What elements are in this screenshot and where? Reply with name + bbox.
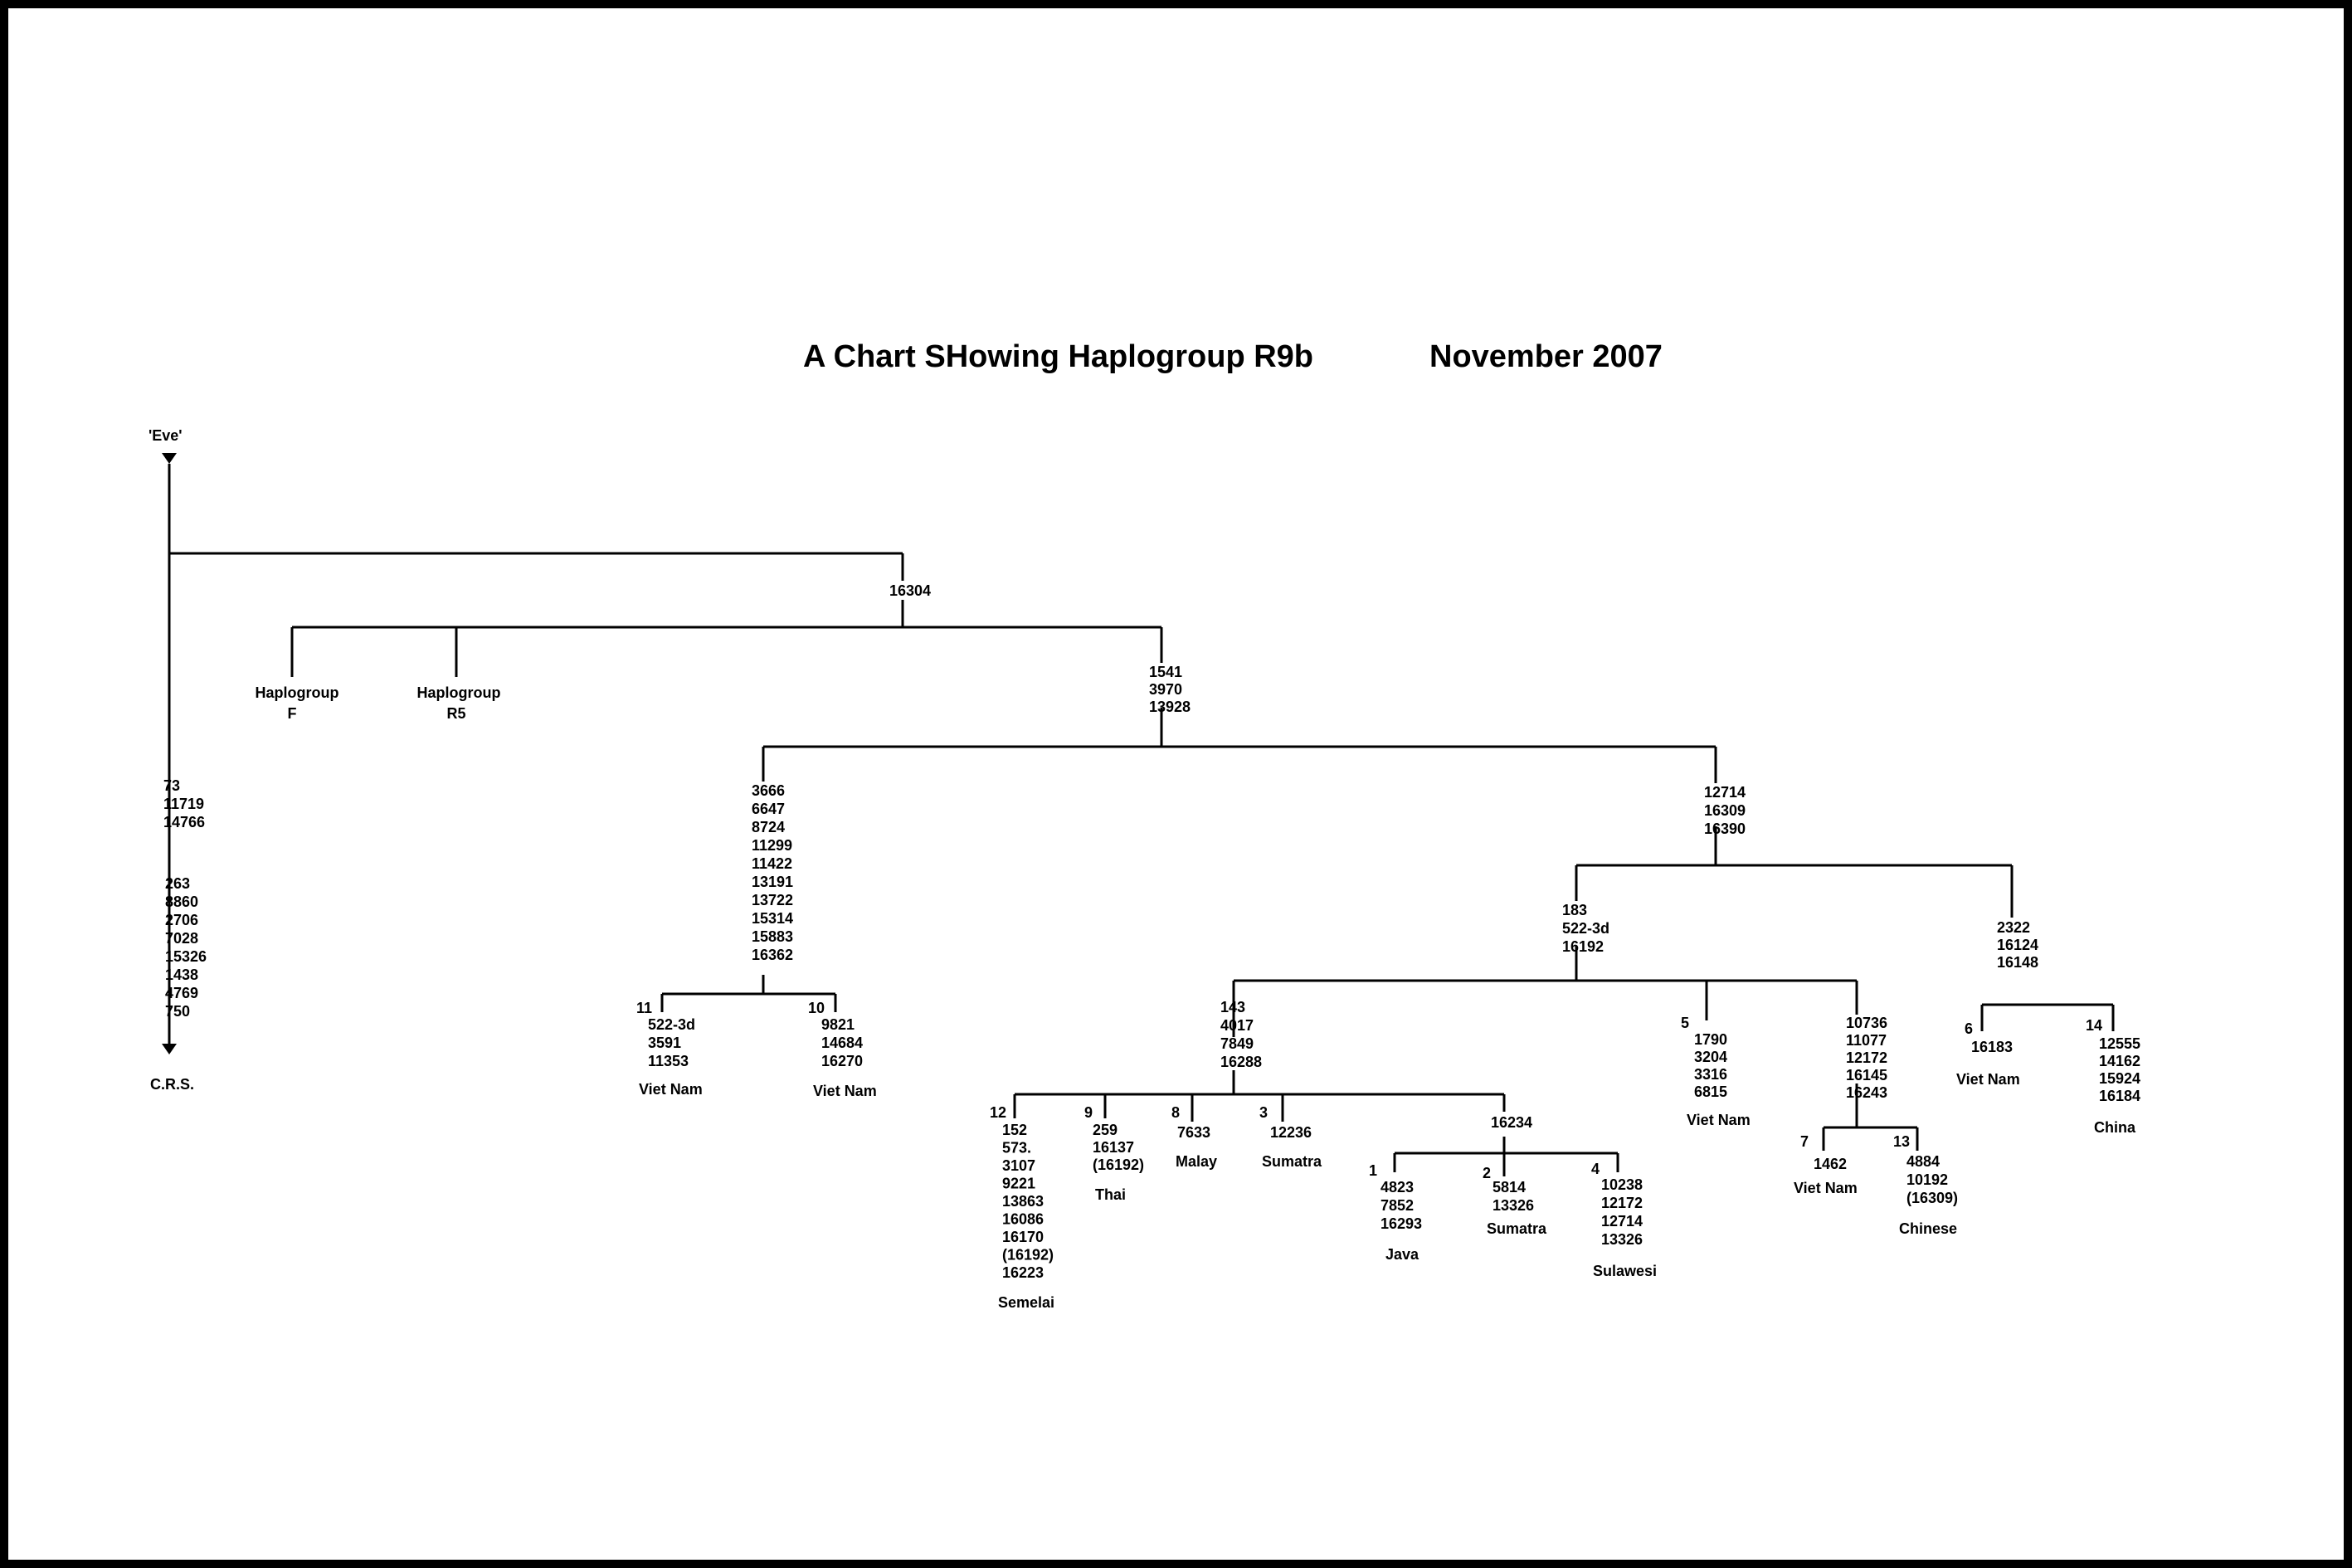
node-12714-label: 16309 — [1704, 802, 1746, 819]
mutation-label: 16270 — [821, 1053, 864, 1069]
mutation-label: 7633 — [1177, 1124, 1211, 1141]
root-mutation-label: 14766 — [163, 814, 206, 830]
node-2322-label: 16148 — [1997, 954, 2039, 971]
node-143-label: 4017 — [1220, 1017, 1254, 1034]
crs-label: C.R.S. — [150, 1076, 195, 1093]
mutation-label: (16192) — [1002, 1246, 1054, 1264]
location-label: Malay — [1176, 1153, 1218, 1170]
node-3666-label: 6647 — [752, 801, 786, 817]
sample-number: 6 — [1965, 1020, 1974, 1037]
mutation-label: 10192 — [1906, 1171, 1949, 1188]
chart-title: A Chart SHowing Haplogroup R9b — [803, 339, 1314, 374]
root-mutation-label: 750 — [165, 1003, 191, 1020]
mutation-label: 3591 — [648, 1035, 682, 1051]
tree-connectors — [169, 464, 2113, 1176]
mutation-label: 1790 — [1694, 1031, 1728, 1048]
sample-number: 10 — [808, 1000, 825, 1016]
node-16304-label: 16304 — [889, 582, 932, 599]
node-12714-label: 12714 — [1704, 784, 1746, 801]
node-3666-label: 15314 — [752, 910, 794, 927]
sample-number: 1 — [1369, 1162, 1378, 1179]
location-label: Java — [1385, 1246, 1419, 1263]
sample-number: 2 — [1483, 1165, 1492, 1181]
node-16234-label: 16234 — [1491, 1114, 1533, 1131]
node-3666-label: 8724 — [752, 819, 786, 835]
location-label: Viet Nam — [813, 1083, 877, 1099]
mutation-label: 16137 — [1093, 1139, 1135, 1156]
mutation-label: 9221 — [1002, 1175, 1036, 1192]
node-143-label: 143 — [1220, 999, 1246, 1015]
haplogroup-r5-label: Haplogroup — [416, 684, 501, 701]
sample-number: 12 — [990, 1104, 1007, 1121]
sample-number: 8 — [1171, 1104, 1181, 1121]
haplogroup-f-label: F — [287, 705, 297, 722]
root-mutation-label: 263 — [165, 875, 191, 892]
location-label: Sumatra — [1487, 1220, 1547, 1237]
node-3666-label: 13722 — [752, 892, 794, 908]
sample-number: 13 — [1893, 1133, 1911, 1150]
node-1541-label: 3970 — [1149, 681, 1183, 698]
node-3666-label: 15883 — [752, 928, 794, 945]
node-12714-label: 16390 — [1704, 821, 1746, 837]
node-10736-label: 10736 — [1846, 1015, 1888, 1031]
node-1541-label: 1541 — [1149, 664, 1183, 680]
mutation-label: 6815 — [1694, 1083, 1728, 1100]
node-183-label: 183 — [1562, 902, 1588, 918]
root-mutation-label: 4769 — [165, 985, 199, 1001]
node-1541-label: 13928 — [1149, 699, 1191, 715]
node-143-label: 7849 — [1220, 1035, 1254, 1052]
mutation-label: 522-3d — [648, 1016, 696, 1033]
location-label: Viet Nam — [1956, 1071, 2020, 1088]
mutation-label: 16183 — [1971, 1039, 2014, 1055]
mutation-label: 12714 — [1601, 1213, 1643, 1230]
root-mutation-label: 15326 — [165, 948, 207, 965]
node-3666-label: 11422 — [752, 855, 793, 872]
sample-number: 4 — [1591, 1161, 1600, 1177]
mutation-label: 16293 — [1381, 1215, 1423, 1232]
mutation-label: 13326 — [1601, 1231, 1643, 1248]
node-10736-label: 16145 — [1846, 1067, 1888, 1083]
mutation-label: 573. — [1002, 1139, 1032, 1157]
haplogroup-tree-diagram — [8, 8, 2344, 1560]
mutation-label: 10238 — [1601, 1176, 1643, 1193]
mutation-label: 3204 — [1694, 1049, 1728, 1065]
node-10736-label: 12172 — [1846, 1049, 1888, 1066]
chart-canvas — [8, 8, 2344, 1560]
mutation-label: 13863 — [1002, 1193, 1045, 1210]
mutation-label: 12236 — [1270, 1124, 1312, 1141]
mutation-label: 9821 — [821, 1016, 855, 1033]
eve-label: 'Eve' — [149, 427, 183, 444]
node-183-label: 522-3d — [1562, 920, 1610, 937]
eve-down-arrow-icon — [162, 453, 177, 464]
mutation-label: 4884 — [1906, 1153, 1941, 1170]
haplogroup-f-label: Haplogroup — [255, 684, 339, 701]
root-mutation-label: 11719 — [163, 796, 205, 812]
mutation-label: 3107 — [1002, 1157, 1036, 1174]
mutation-label: 16184 — [2099, 1088, 2141, 1104]
node-3666-label: 16362 — [752, 947, 794, 963]
node-3666-label: 3666 — [752, 782, 786, 799]
node-2322-label: 16124 — [1997, 937, 2039, 953]
node-3666-label: 13191 — [752, 874, 794, 890]
mutation-label: 259 — [1093, 1122, 1118, 1138]
chart-date: November 2007 — [1429, 339, 1663, 374]
location-label: Chinese — [1899, 1220, 1958, 1237]
haplogroup-r5-label: R5 — [446, 705, 466, 722]
mutation-label: 16170 — [1002, 1229, 1045, 1245]
mutation-label: 16086 — [1002, 1210, 1045, 1228]
location-label: Thai — [1095, 1186, 1127, 1203]
sample-number: 11 — [636, 1000, 653, 1016]
mutation-label: (16192) — [1093, 1157, 1145, 1173]
mutation-label: 7852 — [1381, 1197, 1415, 1214]
node-10736-label: 16243 — [1846, 1084, 1888, 1101]
mutation-label: 152 — [1002, 1122, 1028, 1138]
mutation-label: 14684 — [821, 1035, 864, 1051]
crs-down-arrow-icon — [162, 1044, 177, 1054]
root-mutation-label: 1438 — [165, 967, 199, 983]
root-mutation-label: 8860 — [165, 894, 199, 910]
sample-number: 14 — [2086, 1017, 2103, 1034]
location-label: Sumatra — [1262, 1153, 1322, 1170]
mutation-label: 12555 — [2099, 1035, 2141, 1052]
mutation-label: 15924 — [2099, 1070, 2141, 1087]
mutation-label: 4823 — [1381, 1179, 1415, 1195]
location-label: Viet Nam — [1687, 1112, 1751, 1128]
root-mutation-label: 73 — [163, 777, 181, 794]
mutation-label: 13326 — [1493, 1197, 1535, 1214]
location-label: Viet Nam — [1794, 1180, 1858, 1196]
root-mutation-label: 7028 — [165, 930, 199, 947]
root-mutation-label: 2706 — [165, 912, 199, 928]
sample-number: 9 — [1084, 1104, 1093, 1121]
mutation-label: 16223 — [1002, 1264, 1045, 1281]
location-label: China — [2094, 1119, 2136, 1136]
sample-number: 3 — [1259, 1104, 1269, 1121]
mutation-label: 11353 — [648, 1053, 689, 1069]
sample-number: 5 — [1681, 1015, 1690, 1031]
location-label: Viet Nam — [639, 1081, 703, 1098]
mutation-label: (16309) — [1906, 1190, 1959, 1206]
node-labels — [163, 582, 2140, 1311]
mutation-label: 14162 — [2099, 1053, 2141, 1069]
mutation-label: 3316 — [1694, 1066, 1728, 1083]
sample-number: 7 — [1800, 1133, 1809, 1150]
node-143-label: 16288 — [1220, 1054, 1263, 1070]
node-2322-label: 2322 — [1997, 919, 2031, 936]
node-10736-label: 11077 — [1846, 1032, 1887, 1049]
location-label: Semelai — [998, 1294, 1055, 1311]
node-3666-label: 11299 — [752, 837, 793, 854]
node-183-label: 16192 — [1562, 938, 1605, 955]
mutation-label: 5814 — [1493, 1179, 1527, 1195]
location-label: Sulawesi — [1593, 1263, 1658, 1279]
mutation-label: 1462 — [1814, 1156, 1848, 1172]
mutation-label: 12172 — [1601, 1195, 1643, 1211]
